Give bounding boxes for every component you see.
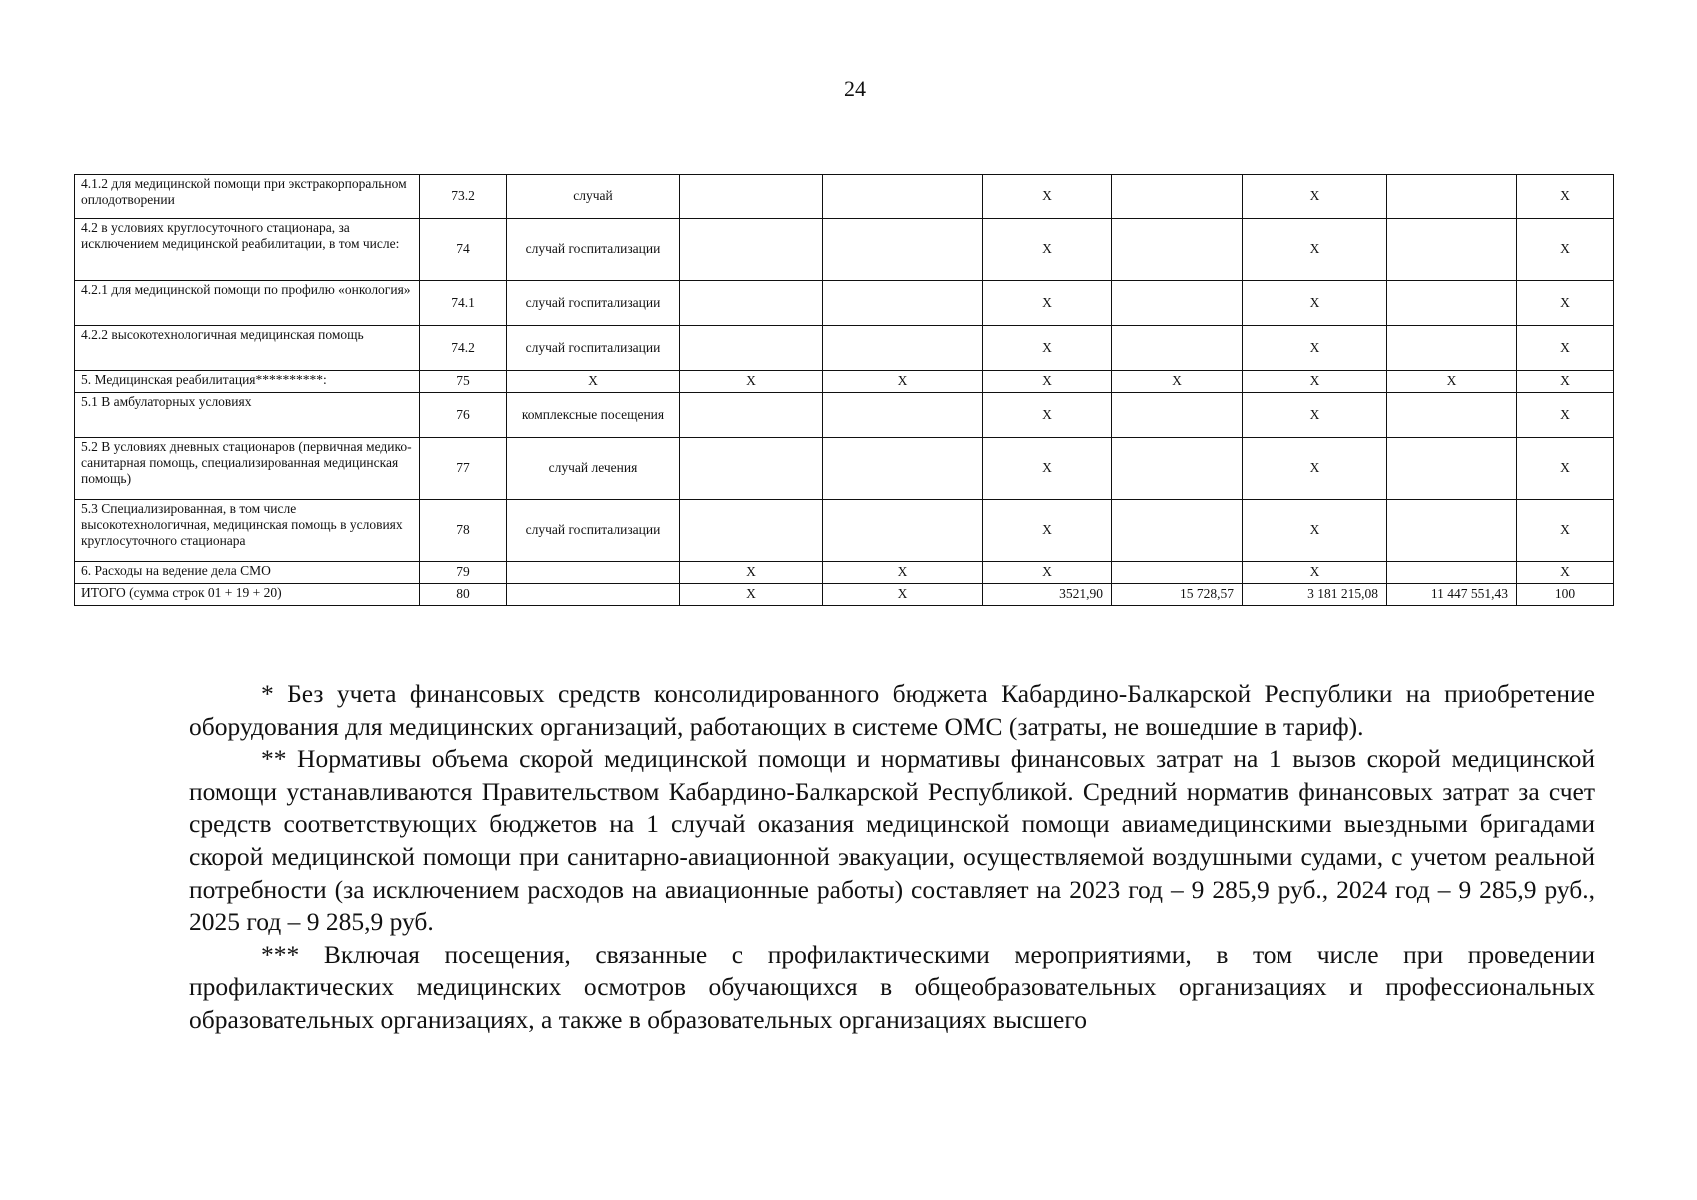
row-line-number: 77 [420,438,507,500]
cell-col6: X [983,175,1112,219]
cell-col9 [1387,281,1517,326]
cell-col5: X [823,371,983,393]
row-name: 5. Медицинская реабилитация**********: [75,371,420,393]
cell-col8: X [1243,438,1387,500]
row-name: 6. Расходы на ведение дела СМО [75,562,420,584]
cell-col4 [680,175,823,219]
cell-col4 [680,500,823,562]
cell-col9: 11 447 551,43 [1387,584,1517,606]
cell-col5 [823,175,983,219]
cell-col4 [680,281,823,326]
cell-col10: X [1517,175,1614,219]
cell-col4: X [680,371,823,393]
row-line-number: 74 [420,219,507,281]
table-row [75,326,1614,371]
table-row [75,393,1614,438]
cell-col10: X [1517,393,1614,438]
cell-col9 [1387,393,1517,438]
row-unit: X [507,371,680,393]
cell-col10: X [1517,326,1614,371]
row-unit: комплексные посещения [507,393,680,438]
footnote-3: *** Включая посещения, связанные с профилактическими мероприятиями, в том числе при проведении профилактических медицинских осмотров обучающихся в общеобразовательных организациях и профессиональных образовательных организациях, а также в образовательных организациях высшего [189,939,1595,1034]
footnotes [189,678,1595,1037]
cell-col6: X [983,500,1112,562]
row-line-number: 74.2 [420,326,507,371]
row-name: 4.1.2 для медицинской помощи при экстракорпоральном оплодотворении [75,175,420,219]
cell-col9: X [1387,371,1517,393]
row-unit: случай госпитализации [507,219,680,281]
cell-col5: X [823,584,983,606]
cell-col7 [1112,393,1243,438]
row-unit [507,584,680,606]
page-number: 24 [844,76,866,101]
cell-col5 [823,281,983,326]
cell-col8: X [1243,371,1387,393]
table-row [75,175,1614,219]
cell-col7: 15 728,57 [1112,584,1243,606]
row-unit: случай лечения [507,438,680,500]
cell-col4: X [680,584,823,606]
cell-col10: X [1517,219,1614,281]
cell-col9 [1387,175,1517,219]
cell-col6: X [983,326,1112,371]
row-line-number: 74.1 [420,281,507,326]
cell-col8: X [1243,326,1387,371]
cell-col8: X [1243,219,1387,281]
table-row [75,371,1614,393]
footnote-2: ** Нормативы объема скорой медицинской помощи и нормативы финансовых затрат на 1 вызов скорой медицинской помощи устанавливаются Правительством Кабардино-Балкарской Республикой. Средний норматив финансовых затрат за счет средств соответствующих бюджетов на 1 случай оказания медицинской помощи авиамедицинскими выездными бригадами скорой медицинской помощи при санитарно-авиационной эвакуации, осуществляемой воздушными судами, с учетом реальной потребности (за исключением расходов на авиационные работы) составляет на 2023 год – 9 285,9 руб., 2024 год – 9 285,9 руб., 2025 год – 9 285,9 руб. [189,744,1595,937]
row-name: 5.1 В амбулаторных условиях [75,393,420,438]
cell-col9 [1387,326,1517,371]
cell-col7 [1112,438,1243,500]
row-line-number: 75 [420,371,507,393]
cell-col10: X [1517,281,1614,326]
cell-col4: X [680,562,823,584]
cell-col5 [823,500,983,562]
cell-col8: X [1243,393,1387,438]
row-unit: случай [507,175,680,219]
row-name: 4.2 в условиях круглосуточного стационара, за исключением медицинской реабилитации, в том числе: [75,219,420,281]
row-line-number: 78 [420,500,507,562]
cell-col7: X [1112,371,1243,393]
cell-col7 [1112,175,1243,219]
cell-col10: X [1517,500,1614,562]
table-row [75,219,1614,281]
row-line-number: 73.2 [420,175,507,219]
cell-col6: 3521,90 [983,584,1112,606]
cell-col5: X [823,562,983,584]
row-unit: случай госпитализации [507,281,680,326]
cell-col4 [680,326,823,371]
cell-col8: X [1243,500,1387,562]
cell-col9 [1387,438,1517,500]
cell-col6: X [983,371,1112,393]
cell-col8: X [1243,175,1387,219]
financing-table [74,174,1614,606]
table-row [75,584,1614,606]
cell-col6: X [983,562,1112,584]
row-line-number: 76 [420,393,507,438]
cell-col8: X [1243,562,1387,584]
cell-col10: X [1517,562,1614,584]
row-unit [507,562,680,584]
cell-col10: X [1517,371,1614,393]
footnote-1: * Без учета финансовых средств консолидированного бюджета Кабардино-Балкарской Республики на приобретение оборудования для медицинских организаций, работающих в системе ОМС (затраты, не вошедшие в тариф). [189,679,1595,741]
row-unit: случай госпитализации [507,326,680,371]
cell-col7 [1112,562,1243,584]
row-name: 5.2 В условиях дневных стационаров (первичная медико-санитарная помощь, специализированная медицинская помощь) [75,438,420,500]
cell-col4 [680,438,823,500]
cell-col7 [1112,500,1243,562]
cell-col6: X [983,438,1112,500]
cell-col7 [1112,281,1243,326]
cell-col4 [680,393,823,438]
cell-col5 [823,326,983,371]
cell-col6: X [983,393,1112,438]
row-unit: случай госпитализации [507,500,680,562]
row-name: ИТОГО (сумма строк 01 + 19 + 20) [75,584,420,606]
cell-col7 [1112,219,1243,281]
cell-col5 [823,219,983,281]
cell-col5 [823,438,983,500]
cell-col4 [680,219,823,281]
cell-col6: X [983,281,1112,326]
cell-col9 [1387,562,1517,584]
table-body [75,175,1614,606]
cell-col5 [823,393,983,438]
table-row [75,438,1614,500]
cell-col6: X [983,219,1112,281]
row-name: 5.3 Специализированная, в том числе высокотехнологичная, медицинская помощь в условиях круглосуточного стационара [75,500,420,562]
cell-col9 [1387,500,1517,562]
cell-col8: 3 181 215,08 [1243,584,1387,606]
table-row [75,500,1614,562]
cell-col8: X [1243,281,1387,326]
cell-col10: X [1517,438,1614,500]
table-row [75,562,1614,584]
row-name: 4.2.2 высокотехнологичная медицинская помощь [75,326,420,371]
row-line-number: 79 [420,562,507,584]
row-line-number: 80 [420,584,507,606]
table-row [75,281,1614,326]
cell-col10: 100 [1517,584,1614,606]
cell-col9 [1387,219,1517,281]
row-name: 4.2.1 для медицинской помощи по профилю «онкология» [75,281,420,326]
cell-col7 [1112,326,1243,371]
